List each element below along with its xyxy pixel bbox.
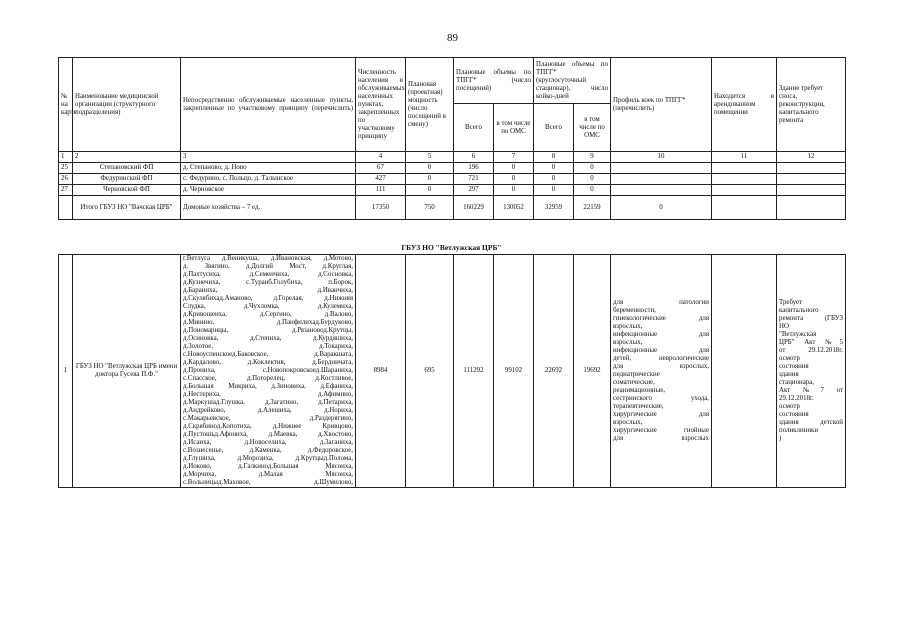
row-visits-oms: 0: [494, 174, 534, 185]
building-line: НО: [779, 323, 789, 330]
profile-line: взрослых,: [613, 419, 643, 426]
row-rented: [712, 163, 777, 174]
places-line: д.Маркушад.Глушка, д.Загатино, д.Петариха,: [183, 399, 353, 406]
profile-line: для взрослых: [613, 435, 709, 442]
profile-line: реанимационные,: [613, 387, 665, 394]
places-line: с.Новоуспенскоед.Баковское, д.Варакшата,: [183, 351, 353, 358]
total-places: Домовые хозяйства – 7 ед.: [181, 196, 356, 220]
total-num: [59, 196, 73, 220]
row-places: [181, 255, 356, 488]
col-header-profile: Профиль коек по ТПГГ* (перечислить): [611, 58, 712, 152]
row-beddays-oms: 0: [574, 185, 611, 196]
building-line: ремонта (ГБУЗ: [779, 315, 843, 322]
col-header-visits-oms: в том числе по ОМС: [494, 104, 534, 152]
col-header-capacity: Плановая (проектная) мощность (число посещений в смену): [406, 58, 454, 152]
profile-line: хирургические для: [613, 411, 709, 418]
row-capacity: 0: [406, 174, 454, 185]
table-row: [59, 255, 846, 488]
row-org-name: Степановский ФП: [73, 163, 181, 174]
places-line: д.Пустошьд.Афониха, д.Маевка, д.Хвостово,: [183, 431, 353, 438]
places-line: д.Кривошеиха, д.Сергино, д.Валово,: [183, 311, 353, 318]
building-line: поликлиники: [779, 427, 819, 434]
profile-line: терапевтические,: [613, 403, 664, 410]
places-line: д.Морчиха, д.Малая Мясоиха,: [183, 471, 353, 478]
profile-line: гинекологические для: [613, 315, 709, 322]
numbering-cell: 3: [181, 152, 356, 163]
places-line: д.Минино, д.Панфилихад.Бурдуково,: [183, 319, 353, 326]
row-building: [777, 185, 846, 196]
page-number: 89: [447, 32, 458, 44]
places-line: д.Нестериха, д.Афимино,: [183, 391, 353, 398]
places-line: д.Осиновка, д.Степиха, д.Курдяшиха,: [183, 335, 353, 342]
col-header-beddays-total: Всего: [534, 104, 574, 152]
row-building: [777, 255, 846, 488]
row-org-name: ГБУЗ НО "Ветлужская ЦРБ имени доктора Гусева П.Ф.": [73, 255, 181, 488]
building-line: Требует: [779, 299, 803, 306]
places-line: г.Ветлуга д.Веникуша, д.Ивановская, д.Мотово,: [183, 255, 353, 262]
profile-line: хирургические гнойные: [613, 427, 709, 434]
places-line: д.Прониха, с.Новопокровскоед.Шараниха,: [183, 367, 353, 374]
numbering-cell: 2: [73, 152, 181, 163]
profile-line: инфекционные для: [613, 331, 709, 338]
total-profile: 0: [611, 196, 712, 220]
building-line: состояния: [779, 411, 809, 418]
profile-line: инфекционные для: [613, 347, 709, 354]
table-row: [59, 163, 846, 174]
row-num: 27: [59, 185, 73, 196]
profile-line: для взрослых,: [613, 363, 709, 370]
row-capacity: 0: [406, 185, 454, 196]
places-line: д.Бараниха, д.Иванчиха,: [183, 287, 353, 294]
row-profile: [611, 163, 712, 174]
row-building: [777, 174, 846, 185]
building-line: "Ветлужская: [779, 331, 817, 338]
row-profile: [611, 174, 712, 185]
col-header-visits-total: Всего: [454, 104, 494, 152]
total-visits-oms: 130052: [494, 196, 534, 220]
row-visits-oms: 99102: [494, 255, 534, 488]
profile-line: соматические,: [613, 379, 655, 386]
row-beddays-total: 0: [534, 163, 574, 174]
vetluga-table: [58, 254, 846, 488]
numbering-cell: 9: [574, 152, 611, 163]
profile-list: [613, 299, 709, 443]
row-rented: [712, 174, 777, 185]
numbering-cell: 8: [534, 152, 574, 163]
col-header-places: Непосредственно обслуживаемые населенные пункты, закрепленные по участковому принципу (перечислить): [181, 58, 356, 152]
profile-line: детей, неврологические: [613, 355, 709, 362]
building-list: [779, 299, 843, 443]
facilities-table: [58, 57, 846, 220]
row-visits-total: 297: [454, 185, 494, 196]
row-places: д. Степаново, д. Ново: [181, 163, 356, 174]
building-line: капитального: [779, 307, 819, 314]
places-line: д.Андрейково, д.Алешиха, д.Нориха,: [183, 407, 353, 414]
building-line: стационара,: [779, 379, 815, 386]
total-visits-total: 160229: [454, 196, 494, 220]
col-header-org: Наименование медицинской организации (структурного подразделения): [73, 58, 181, 152]
table-row: [59, 185, 846, 196]
row-population: 111: [356, 185, 406, 196]
places-line: с.Спасское, д.Погорелец, д.Костливое,: [183, 375, 353, 382]
total-org-name: Итого ГБУЗ НО "Вачская ЦРБ": [73, 196, 181, 220]
header-row: [59, 58, 846, 104]
places-line: д.Пахтусиха, д.Семенчиха, д.Сосновка,: [183, 271, 353, 278]
numbering-cell: 10: [611, 152, 712, 163]
places-line: д.Глушиха, д.Морозиха, д.Крутцыд.Полома,: [183, 455, 353, 462]
row-beddays-oms: 0: [574, 174, 611, 185]
col-header-beddays-oms: в том числе по ОМС: [574, 104, 611, 152]
row-visits-total: 721: [454, 174, 494, 185]
numbering-cell: 6: [454, 152, 494, 163]
row-visits-oms: 0: [494, 163, 534, 174]
numbering-cell: 4: [356, 152, 406, 163]
places-line: д.Иоково, д.Галкинод.Большая Мясоиха,: [183, 463, 353, 470]
building-line: осмотр: [779, 403, 800, 410]
places-line: д.Кузнечиха, с.Туранб.Голубиха, п.Борок,: [183, 279, 353, 286]
row-visits-oms: 0: [494, 185, 534, 196]
row-population: 67: [356, 163, 406, 174]
building-line: Акт №7 от: [779, 387, 843, 394]
building-line: ): [779, 435, 782, 442]
profile-line: беременности,: [613, 307, 656, 314]
row-population: 427: [356, 174, 406, 185]
places-line: д. Звягино, д.Долгий Мост, д.Круглая,: [183, 263, 353, 270]
row-org-name: Федуринский ФП: [73, 174, 181, 185]
total-rented: [712, 196, 777, 220]
places-list: [183, 255, 353, 487]
total-population: 17350: [356, 196, 406, 220]
places-line: с.Макарьевское, д.Раздерягино,: [183, 415, 353, 422]
profile-line: для патологии: [613, 299, 709, 306]
total-building: [777, 196, 846, 220]
profile-line: взрослых,: [613, 323, 643, 330]
numbering-cell: 1: [59, 152, 73, 163]
building-line: 29.12.2018г.: [779, 395, 814, 402]
col-header-num: № на карте: [59, 58, 73, 152]
col-header-rented: Находится в арендованном помещении: [712, 58, 777, 152]
building-line: ЦРБ" Акт №5: [779, 339, 843, 346]
building-line: осмотр: [779, 355, 800, 362]
places-line: д.Пономарицы, д.Рязановод.Крутцы,: [183, 327, 353, 334]
row-num: 1: [59, 255, 73, 488]
numbering-cell: 7: [494, 152, 534, 163]
row-places: с. Федурино, с. Польцо, д. Талынское: [181, 174, 356, 185]
section-title: ГБУЗ НО "Ветлужская ЦРБ": [401, 243, 502, 252]
row-beddays-total: 0: [534, 185, 574, 196]
places-line: д.Скулябихад.Аманово, д.Горелая, д.Нижняя: [183, 295, 353, 302]
building-line: здания детской: [779, 419, 843, 426]
row-places: д. Черновское: [181, 185, 356, 196]
places-line: Слудка, д.Чухломка, д.Кулемиха,: [183, 303, 353, 310]
numbering-cell: 5: [406, 152, 454, 163]
places-line: с.Вознесенье, д.Каменка, д.Федоровское,: [183, 447, 353, 454]
col-header-population: Численность населения в обслуживаемых населенных пунктах, закрепленных по участковому принципу: [356, 58, 406, 152]
table-row: [59, 174, 846, 185]
places-line: д.Исаиха, д.Новоселиха, д.Заганиха,: [183, 439, 353, 446]
numbering-row: [59, 152, 846, 163]
row-profile: [611, 185, 712, 196]
places-line: д.Скрябинод.Копотиха, д.Нижнее Кривцово,: [183, 423, 353, 430]
col-header-beddays: Плановые объемы по ТПГГ* (круглосуточный стационар), число койко-дней: [534, 58, 611, 104]
row-beddays-total: 0: [534, 174, 574, 185]
places-line: д.Кардалово, д.Коклектив, д.Бердничата,: [183, 359, 353, 366]
row-profile: [611, 255, 712, 488]
row-capacity: 0: [406, 163, 454, 174]
building-line: здания: [779, 371, 799, 378]
row-num: 25: [59, 163, 73, 174]
row-rented: [712, 255, 777, 488]
row-visits-total: 111292: [454, 255, 494, 488]
profile-line: взрослых,: [613, 339, 643, 346]
profile-line: педиатрические: [613, 371, 660, 378]
row-population: 8984: [356, 255, 406, 488]
total-row: [59, 196, 846, 220]
row-building: [777, 163, 846, 174]
total-beddays-oms: 22159: [574, 196, 611, 220]
row-beddays-oms: 19692: [574, 255, 611, 488]
col-header-building: Здание требует сноса, реконструкции, капитального ремонта: [777, 58, 846, 152]
row-beddays-oms: 0: [574, 163, 611, 174]
row-beddays-total: 22692: [534, 255, 574, 488]
numbering-cell: 12: [777, 152, 846, 163]
numbering-cell: 11: [712, 152, 777, 163]
total-beddays-total: 32959: [534, 196, 574, 220]
places-line: с.Вольницыд.Маховое, д.Шумилово,: [183, 479, 353, 486]
total-capacity: 750: [406, 196, 454, 220]
building-line: состояния: [779, 363, 809, 370]
row-num: 26: [59, 174, 73, 185]
col-header-visits: Плановые объемы по ТПГГ* (число посещений): [454, 58, 534, 104]
places-line: д.Золотое, д.Токариха,: [183, 343, 353, 350]
profile-line: сестринского ухода,: [613, 395, 709, 402]
row-visits-total: 196: [454, 163, 494, 174]
places-line: д.Большая Микриха, д.Зиновиха, д.Ефаниха,: [183, 383, 353, 390]
row-rented: [712, 185, 777, 196]
building-line: от 29.12.2018г.: [779, 347, 843, 354]
row-org-name: Черновской ФП: [73, 185, 181, 196]
row-capacity: 695: [406, 255, 454, 488]
